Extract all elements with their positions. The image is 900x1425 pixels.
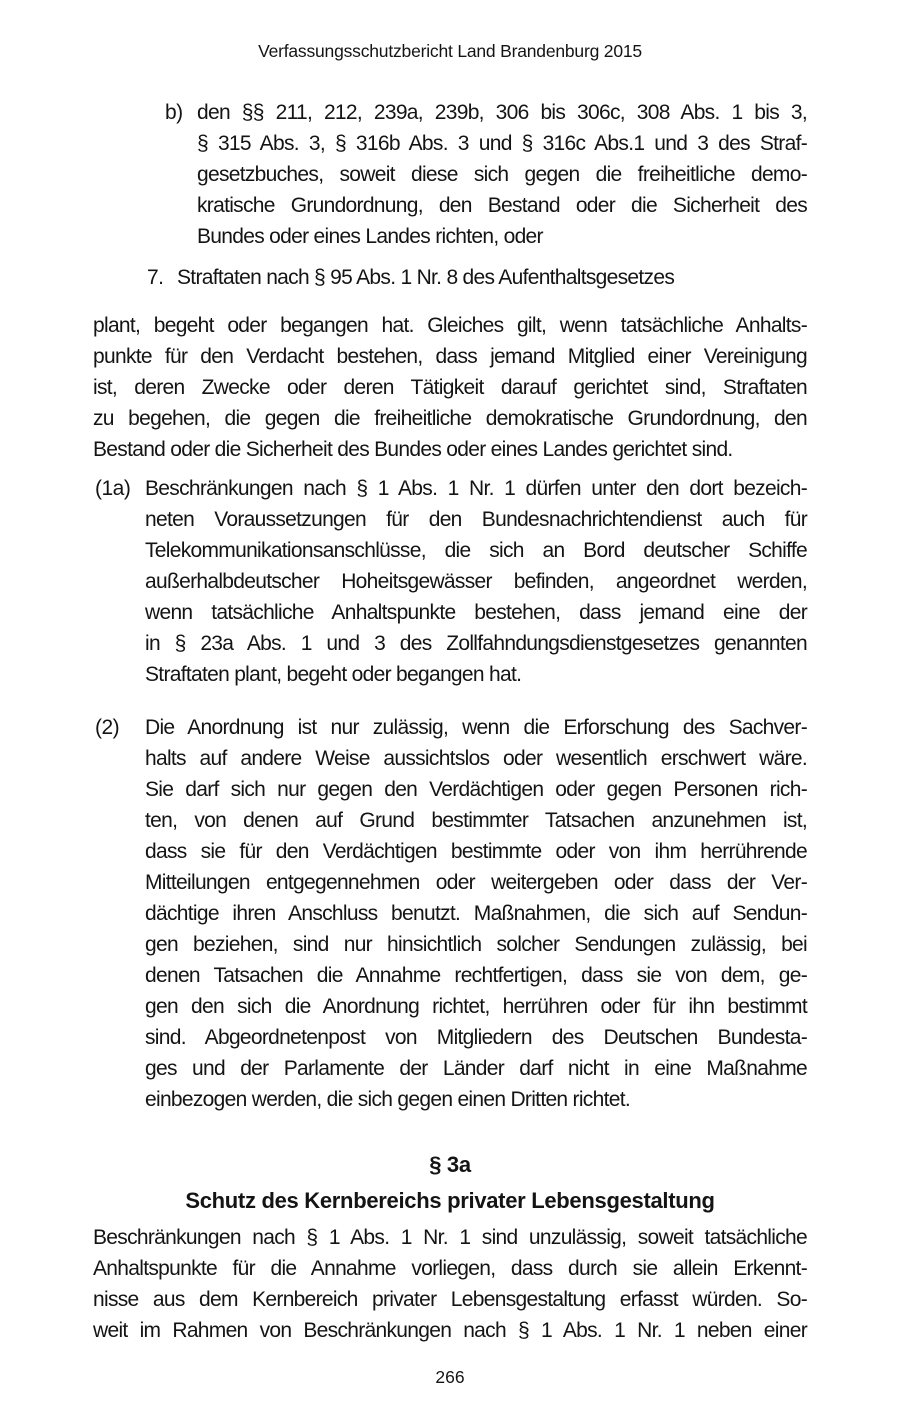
paragraph-2-text <box>145 712 807 1115</box>
list-item-b-text <box>197 97 807 252</box>
paragraph-3a <box>93 1222 807 1346</box>
text-line: Anhaltspunkte für die Annahme vorliegen, dass durch sie allein Erkennt- <box>93 1257 807 1280</box>
running-header: Verfassungsschutzbericht Land Brandenburg 2015 <box>258 41 642 61</box>
list-item-b <box>93 97 807 252</box>
section-heading-3a <box>93 1147 807 1219</box>
text-line: dächtige ihren Anschluss benutzt. Maßnahmen, die sich auf Sendun- <box>145 902 807 925</box>
text-line: dass sie für den Verdächtigen bestimmte oder von ihm herrührende <box>145 840 807 863</box>
page-number: 266 <box>435 1367 465 1387</box>
text-line: kratische Grundordnung, den Bestand oder die Sicherheit des <box>197 194 807 217</box>
text-line: Bestand oder die Sicherheit des Bundes oder eines Landes gerichtet sind. <box>93 438 733 461</box>
text-line: denen Tatsachen die Annahme rechtfertigen, dass sie von dem, ge- <box>145 964 807 987</box>
text-line: gen den sich die Anordnung richtet, herrühren oder für ihn bestimmt <box>145 995 807 1018</box>
text-line: Mitteilungen entgegennehmen oder weitergeben oder dass der Ver- <box>145 871 807 894</box>
text-line: halts auf andere Weise aussichtslos oder wesentlich erschwert wäre. <box>145 747 807 770</box>
text-line: Beschränkungen nach § 1 Abs. 1 Nr. 1 sind unzulässig, soweit tatsächliche <box>93 1226 807 1249</box>
text-line: nisse aus dem Kernbereich privater Lebensgestaltung erfasst würden. So- <box>93 1288 807 1311</box>
text-line: den §§ 211, 212, 239a, 239b, 306 bis 306c, 308 Abs. 1 bis 3, <box>197 101 807 124</box>
list-item-7-text <box>177 262 807 293</box>
paragraph-2 <box>93 712 807 1115</box>
text-line: gen beziehen, sind nur hinsichtlich solcher Sendungen zulässig, bei <box>145 933 807 956</box>
text-line: sind. Abgeordnetenpost von Mitgliedern des Deutschen Bundesta- <box>145 1026 807 1049</box>
list-marker-b: b) <box>165 101 183 124</box>
list-marker-7: 7. <box>147 266 164 289</box>
text-line: ges und der Parlamente der Länder darf nicht in eine Maßnahme <box>145 1057 807 1080</box>
text-line: plant, begeht oder begangen hat. Gleiches gilt, wenn tatsächliche Anhalts- <box>93 314 807 337</box>
text-line: Straftaten nach § 95 Abs. 1 Nr. 8 des Aufenthaltsgesetzes <box>177 266 675 289</box>
text-line: einbezogen werden, die sich gegen einen Dritten richtet. <box>145 1088 630 1111</box>
text-line: gesetzbuches, soweit diese sich gegen die freiheitliche demo- <box>197 163 807 186</box>
paragraph-marker-2: (2) <box>95 716 120 739</box>
text-line: Bundes oder eines Landes richten, oder <box>197 225 543 248</box>
text-line: Beschränkungen nach § 1 Abs. 1 Nr. 1 dürfen unter den dort bezeich- <box>145 477 807 500</box>
paragraph-marker-1a: (1a) <box>95 477 131 500</box>
text-line: Die Anordnung ist nur zulässig, wenn die Erforschung des Sachver- <box>145 716 807 739</box>
paragraph-1a <box>93 473 807 690</box>
text-line: § 315 Abs. 3, § 316b Abs. 3 und § 316c Abs.1 und 3 des Straf- <box>197 132 807 155</box>
text-line: Telekommunikationsanschlüsse, die sich an Bord deutscher Schiffe <box>145 539 807 562</box>
text-line: außerhalbdeutscher Hoheitsgewässer befinden, angeordnet werden, <box>145 570 807 593</box>
text-line: Sie darf sich nur gegen den Verdächtigen oder gegen Personen rich- <box>145 778 807 801</box>
paragraph-main <box>93 310 807 465</box>
text-line: in § 23a Abs. 1 und 3 des Zollfahndungsdienstgesetzes genannten <box>145 632 807 655</box>
section-title: Schutz des Kernbereichs privater Lebensgestaltung <box>185 1188 715 1213</box>
text-line: ten, von denen auf Grund bestimmter Tatsachen anzunehmen ist, <box>145 809 807 832</box>
text-line: Straftaten plant, begeht oder begangen hat. <box>145 663 522 686</box>
text-line: zu begehen, die gegen die freiheitliche demokratische Grundordnung, den <box>93 407 807 430</box>
text-line: weit im Rahmen von Beschränkungen nach § 1 Abs. 1 Nr. 1 neben einer <box>93 1319 807 1342</box>
list-item-7 <box>93 262 807 293</box>
text-line: wenn tatsächliche Anhaltspunkte bestehen, dass jemand eine der <box>145 601 807 624</box>
text-line: punkte für den Verdacht bestehen, dass jemand Mitglied einer Vereinigung <box>93 345 807 368</box>
paragraph-1a-text <box>145 473 807 690</box>
text-line: ist, deren Zwecke oder deren Tätigkeit darauf gerichtet sind, Straftaten <box>93 376 807 399</box>
text-line: neten Voraussetzungen für den Bundesnachrichtendienst auch für <box>145 508 807 531</box>
section-number: § 3a <box>429 1152 471 1177</box>
